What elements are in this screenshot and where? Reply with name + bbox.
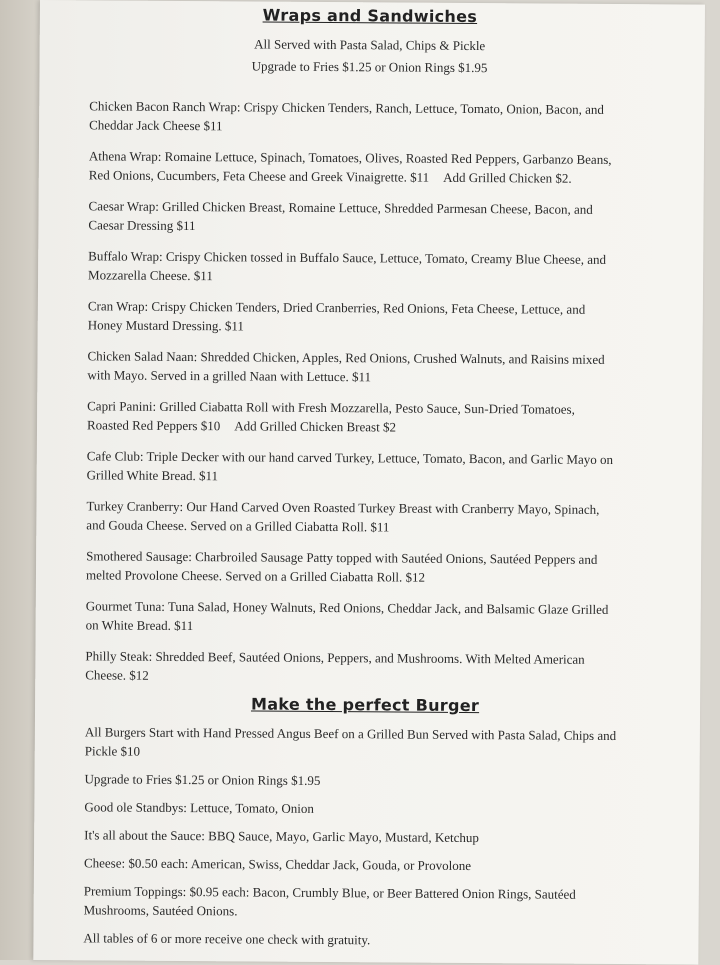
menu-item: [85, 646, 615, 688]
menu-item-description: Grilled Chicken Breast, Romaine Lettuce, Shredded Parmesan Cheese, Bacon, and Caesar Dressing $11: [88, 198, 593, 234]
menu-item-description: Lettuce, Tomato, Onion: [190, 800, 315, 816]
menu-item-description: Shredded Beef, Sautéed Onions, Peppers, and Mushrooms. With Melted American Cheese. $12: [85, 648, 585, 683]
menu-item: [84, 825, 619, 848]
menu-item-name: Chicken Bacon Ranch Wrap:: [89, 98, 241, 115]
menu-item-description: Crispy Chicken Tenders, Dried Cranberries, Red Onions, Feta Cheese, Lettuce, and Honey Mustard Dressing. $11: [87, 298, 586, 334]
menu-item-name: Good ole Standbys:: [84, 799, 187, 816]
menu-item-name: Capri Panini:: [87, 398, 157, 414]
wraps-list: [85, 96, 619, 700]
menu-item: [83, 928, 618, 951]
menu-item-description: BBQ Sauce, Mayo, Garlic Mayo, Mustard, Ketchup: [208, 828, 480, 846]
menu-item-name: Chicken Salad Naan:: [87, 348, 198, 365]
menu-item: [88, 296, 618, 338]
menu-item-description: Crispy Chicken tossed in Buffalo Sauce, Lettuce, Tomato, Creamy Blue Cheese, and Mozzarella Cheese. $11: [88, 248, 607, 284]
menu-item-name: Turkey Cranberry:: [86, 498, 184, 515]
menu-item-name: Smothered Sausage:: [86, 548, 192, 565]
menu-item-description: Our Hand Carved Oven Roasted Turkey Breast with Cranberry Mayo, Spinach, and Gouda Cheese. Served on a Grilled Ciabatta Roll. $11: [86, 499, 600, 535]
menu-item-description: $0.95 each: Bacon, Crumbly Blue, or Beer Battered Onion Rings, Sautéed Mushrooms, Sautéed Onions.: [83, 884, 576, 919]
menu-item: [84, 797, 619, 820]
menu-item-name: It's all about the Sauce:: [84, 827, 205, 844]
menu-item-description: Charbroiled Sausage Patty topped with Sautéed Onions, Sautéed Peppers and melted Provolone Cheese. Served on a Grilled Ciabatta Roll. $12: [85, 549, 598, 585]
menu-item-description: Upgrade to Fries $1.25 or Onion Rings $1.95: [84, 771, 321, 788]
menu-item-addon: Add Grilled Chicken Breast $2: [234, 418, 397, 435]
menu-item-name: Premium Toppings:: [83, 883, 187, 900]
menu-item: [89, 96, 619, 138]
menu-item-description: $0.50 each: American, Swiss, Cheddar Jack, Gouda, or Provolone: [128, 855, 472, 874]
wraps-served-with: All Served with Pasta Salad, Chips & Pickle: [254, 36, 486, 54]
menu-item: [84, 853, 619, 876]
wraps-header: [89, 4, 649, 77]
wraps-title: Wraps and Sandwiches: [262, 5, 478, 27]
menu-item-description: All Burgers Start with Hand Pressed Angus Beef on a Grilled Bun Served with Pasta Salad, Chips and Pickle $10: [84, 724, 617, 759]
menu-item: [87, 346, 617, 388]
wraps-upgrade: Upgrade to Fries $1.25 or Onion Rings $1.95: [251, 58, 488, 76]
menu-item: [84, 881, 619, 923]
burger-list: [83, 722, 620, 960]
menu-page: [33, 0, 705, 965]
menu-item: [88, 246, 618, 288]
menu-item-name: Cafe Club:: [86, 448, 144, 464]
menu-item-name: Athena Wrap:: [88, 148, 162, 164]
menu-item-name: Cran Wrap:: [87, 298, 149, 314]
menu-item: [86, 496, 616, 538]
menu-item-description: Romaine Lettuce, Spinach, Tomatoes, Olives, Roasted Red Peppers, Garbanzo Beans, Red Onions, Cucumbers, Feta Cheese and Greek Vinaigrette. $11: [88, 148, 612, 185]
menu-item: [87, 446, 617, 488]
menu-item-addon: Add Grilled Chicken $2.: [443, 169, 572, 186]
menu-item-name: Gourmet Tuna:: [85, 598, 165, 614]
menu-item-name: Philly Steak:: [85, 648, 153, 664]
menu-item-description: Triple Decker with our hand carved Turkey, Lettuce, Tomato, Bacon, and Garlic Mayo on Grilled White Bread. $11: [86, 448, 614, 484]
menu-item: [86, 546, 616, 588]
menu-item: [89, 146, 619, 188]
menu-item: [87, 396, 617, 438]
menu-item-description: Tuna Salad, Honey Walnuts, Red Onions, Cheddar Jack, and Balsamic Glaze Grilled on White Bread. $11: [85, 598, 609, 634]
menu-item-name: Cheese:: [83, 855, 126, 871]
menu-item-description: Shredded Chicken, Apples, Red Onions, Crushed Walnuts, and Raisins mixed with Mayo. Served in a grilled Naan with Lettuce. $11: [87, 349, 605, 385]
menu-item-name: Buffalo Wrap:: [88, 248, 163, 264]
menu-item: [86, 596, 616, 638]
menu-item: [84, 769, 619, 792]
menu-item-description: Grilled Ciabatta Roll with Fresh Mozzarella, Pesto Sauce, Sun-Dried Tomatoes, Roasted Red Peppers $10: [86, 398, 575, 434]
menu-item-description: All tables of 6 or more receive one check with gratuity.: [83, 930, 371, 948]
menu-item-name: Caesar Wrap:: [88, 198, 159, 214]
menu-item: [85, 722, 620, 764]
menu-item: [88, 196, 618, 238]
burger-title: Make the perfect Burger: [250, 694, 480, 716]
menu-item-description: Crispy Chicken Tenders, Ranch, Lettuce, Tomato, Onion, Bacon, and Cheddar Jack Cheese $11: [89, 99, 604, 134]
burger-header: [85, 693, 645, 716]
